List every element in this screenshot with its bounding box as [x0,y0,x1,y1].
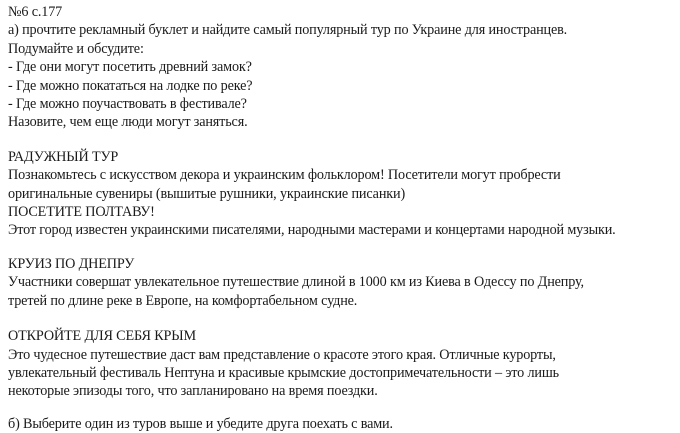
tour-rainbow-text-1: Познакомьтесь с искусством декора и украинским фольклором! Посетители могут пробрести [8,167,561,184]
tour-rainbow-text-2: оригинальные сувениры (вышитые рушники, украинские писанки) [8,185,406,202]
task-a-name-activities: Назовите, чем еще люди могут заняться. [8,114,248,131]
question-castle: - Где они могут посетить древний замок? [8,59,252,76]
tour-crimea-title: ОТКРОЙТЕ ДЛЯ СЕБЯ КРЫМ [8,328,196,345]
tour-crimea-text-3: некоторые эпизоды того, что запланировано на время поездки. [8,383,378,400]
tour-crimea-text-1: Это чудесное путешествие даст вам представление о красоте этого края. Отличные курорты, [8,346,556,363]
task-a-instruction: а) прочтите рекламный буклет и найдите самый популярный тур по Украине для иностранцев. [8,22,568,39]
tour-rainbow-title: РАДУЖНЫЙ ТУР [8,148,119,165]
tour-poltava-title: ПОСЕТИТЕ ПОЛТАВУ! [8,204,155,221]
task-b-instruction: б) Выберите один из туров выше и убедите друга поехать с вами. [8,415,393,432]
tour-dnieper-text-2: третей по длине реке в Европе, на комфортабельном судне. [8,292,358,309]
tour-dnieper-text-1: Участники совершат увлекательное путешествие длиной в 1000 км из Киева в Одессу по Днепру, [8,274,584,291]
tour-poltava-text: Этот город известен украинскими писателями, народными мастерами и концертами народной музыки. [8,222,616,239]
tour-crimea-text-2: увлекательный фестиваль Нептуна и красивые крымские достопримечательности – это лишь [8,364,559,381]
task-a-discuss: Подумайте и обсудите: [8,40,144,57]
exercise-number: №6 с.177 [8,4,63,20]
worksheet-page [8,3,674,433]
question-boat: - Где можно покататься на лодке по реке? [8,77,253,94]
question-festival: - Где можно поучаствовать в фестивале? [8,96,247,113]
tour-dnieper-title: КРУИЗ ПО ДНЕПРУ [8,255,135,272]
